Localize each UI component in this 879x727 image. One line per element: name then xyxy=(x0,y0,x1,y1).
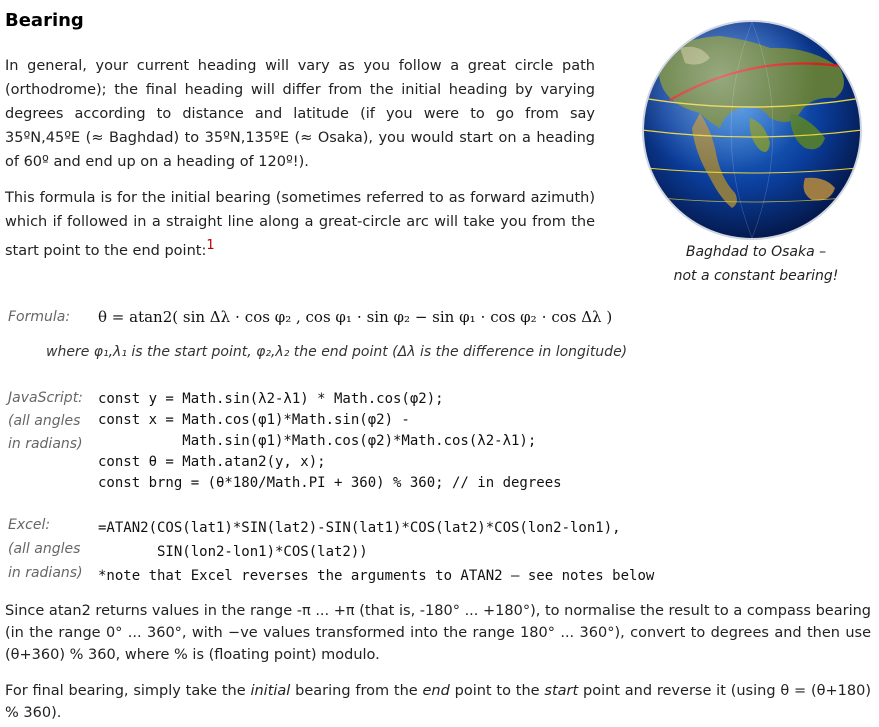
code-line: =ATAN2(COS(lat1)*SIN(lat2)-SIN(lat1)*COS(lat2)*COS(lon2-lon1), xyxy=(98,520,621,536)
code-line: const θ = Math.atan2(y, x); xyxy=(98,454,326,470)
excel-code xyxy=(98,516,654,588)
formula-intro-paragraph xyxy=(5,186,595,263)
emphasis-start: start xyxy=(544,683,579,699)
caption-line-2: not a constant bearing! xyxy=(673,268,839,284)
javascript-note-2: in radians) xyxy=(8,436,83,452)
section-heading: Bearing xyxy=(5,10,84,31)
text-run: point and reverse it (using θ = (θ+180) % 360). xyxy=(5,683,871,721)
text-run: point to the xyxy=(449,683,545,699)
emphasis-end: end xyxy=(422,683,450,699)
javascript-code xyxy=(98,389,562,494)
globe-figure xyxy=(640,18,864,242)
intro-paragraph: In general, your current heading will vary as you follow a great circle path (orthodrome); the final heading will differ from the initial heading by varying degrees according to distance and latitude (if you were to go from say 35ºN,45ºE (≈ Baghdad) to 35ºN,135ºE (≈ Osaka), you would start on a heading of 60º and end up on a heading of 120º!). xyxy=(5,58,595,170)
code-line: const brng = (θ*180/Math.PI + 360) % 360; // in degrees xyxy=(98,475,562,491)
formula-label: Formula: xyxy=(8,309,71,325)
formula-where-note: where φ₁,λ₁ is the start point, φ₂,λ₂ the end point (Δλ is the difference in longitude) xyxy=(46,344,628,360)
formula-expression: θ = atan2( sin Δλ ⋅ cos φ₂ , cos φ₁ ⋅ sin φ₂ − sin φ₁ ⋅ cos φ₂ ⋅ cos Δλ ) xyxy=(98,308,613,326)
code-line: Math.sin(φ1)*Math.cos(φ2)*Math.cos(λ2-λ1); xyxy=(98,433,537,449)
javascript-label: JavaScript: xyxy=(8,390,83,406)
javascript-note-1: (all angles xyxy=(8,413,81,429)
code-line: SIN(lon2-lon1)*COS(lat2)) xyxy=(98,544,368,560)
excel-label: Excel: xyxy=(8,517,51,533)
text-run: bearing from the xyxy=(290,683,423,699)
code-line: const y = Math.sin(λ2-λ1) * Math.cos(φ2); xyxy=(98,391,444,407)
caption-line-1: Baghdad to Osaka – xyxy=(685,244,827,260)
final-bearing-paragraph xyxy=(5,680,871,724)
code-line: const x = Math.cos(φ1)*Math.sin(φ2) - xyxy=(98,412,410,428)
excel-note-1: (all angles xyxy=(8,541,81,557)
text-run: For final bearing, simply take the xyxy=(5,683,251,699)
emphasis-initial: initial xyxy=(250,683,291,699)
footnote-link[interactable]: 1 xyxy=(206,238,215,253)
excel-note-2: in radians) xyxy=(8,565,83,581)
globe-caption xyxy=(640,240,872,288)
excel-note: *note that Excel reverses the arguments to ATAN2 – see notes below xyxy=(98,568,655,584)
formula-intro-text: This formula is for the initial bearing (sometimes referred to as forward azimuth) which if followed in a straight line along a great-circle arc will take you from the start point to the end point: xyxy=(5,190,595,259)
normalise-paragraph: Since atan2 returns values in the range -π ... +π (that is, -180° ... +180°), to normalise the result to a compass bearing (in the range 0° ... 360°, with −ve values transformed into the range 180° ... 360°), convert to degrees and then use (θ+360) % 360, where % is (floating point) modulo. xyxy=(5,603,871,663)
globe-image xyxy=(640,18,864,242)
